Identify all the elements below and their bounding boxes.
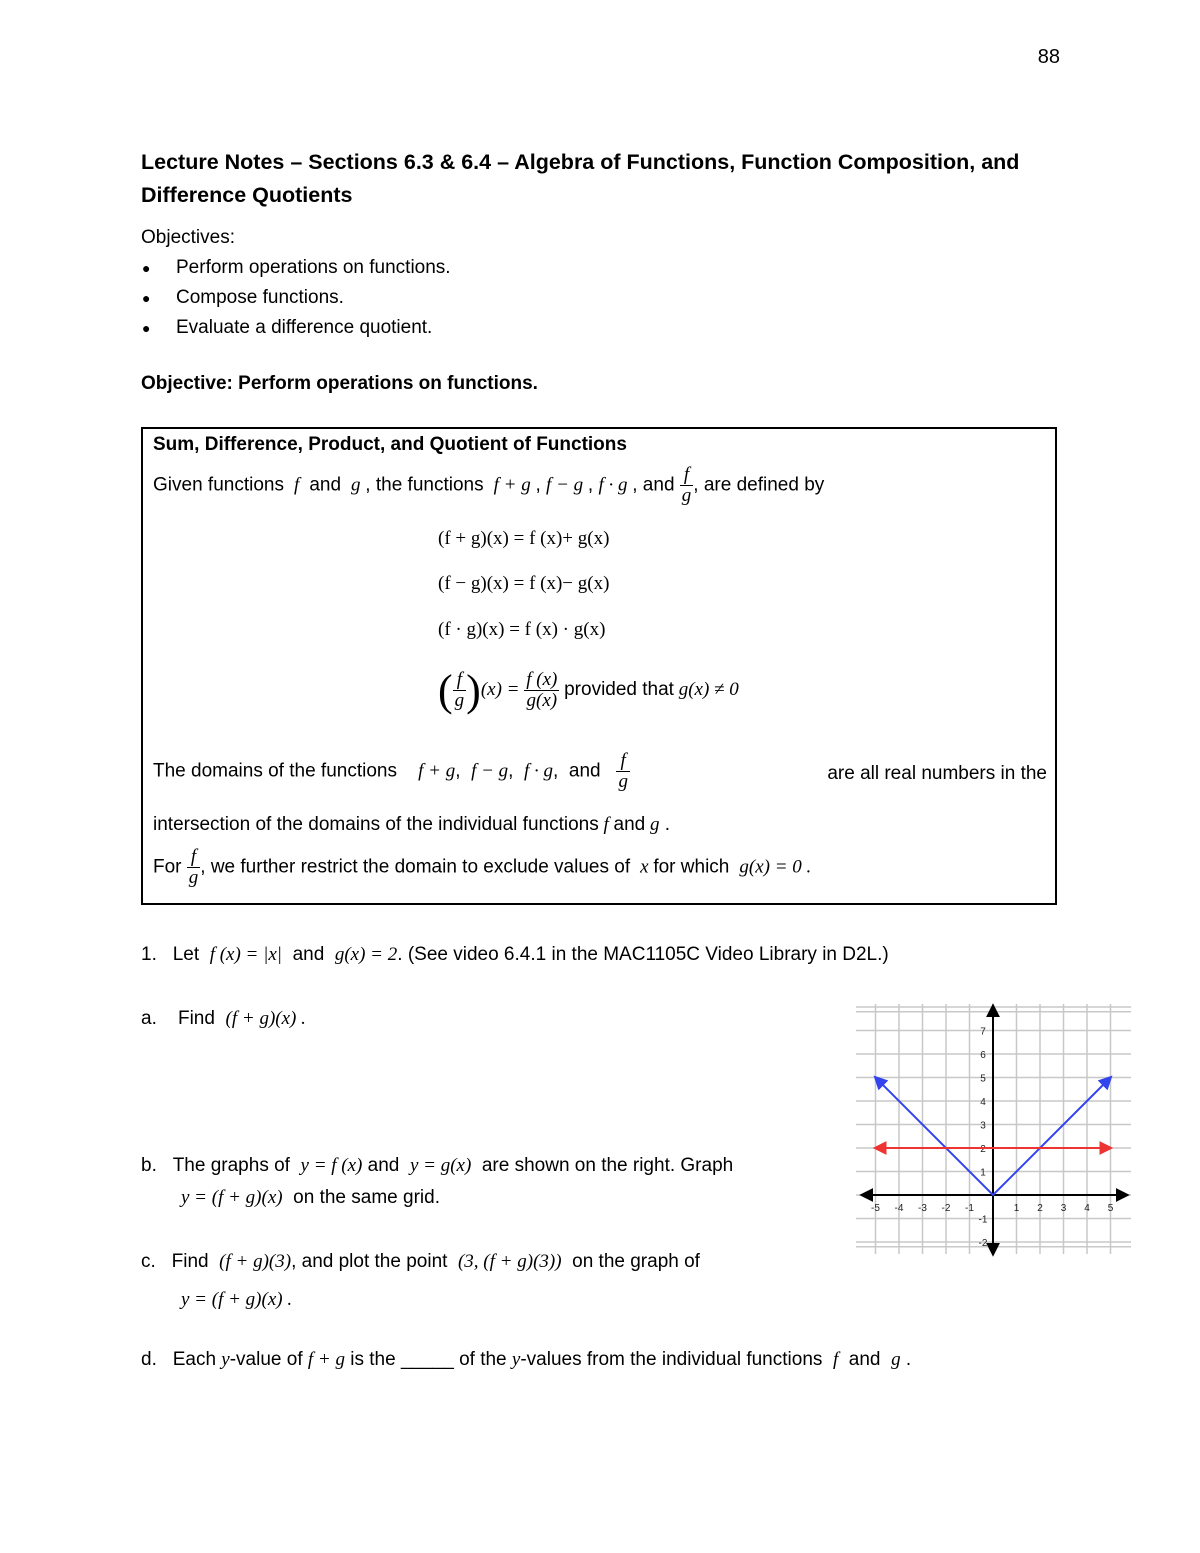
x-tick-label: 1 [1013,1203,1020,1214]
problem-1b: b. The graphs of y = f (x) and y = g(x) are shown on the right. Graph [141,1155,734,1176]
x-tick-label: -5 [871,1203,880,1214]
y-tick-label: 1 [980,1167,986,1179]
definition-box [141,427,1057,905]
y-tick-label: 3 [980,1120,986,1132]
problem-1b-cont: y = (f + g)(x) on the same grid. [181,1187,440,1208]
objectives-heading: Objectives: [141,227,235,248]
problem-1c-cont: y = (f + g)(x) . [181,1289,293,1310]
product-equation: (f · g)(x) = f (x) · g(x) [438,619,606,640]
domain-statement: The domains of the functions f + g, f − g, f · g, and $\frac{f}{g}$ are all real numbers in the [153,750,1047,792]
problem-1d: d. Each y-value of f + g is the _____ of the y-values from the individual functions f and g . [141,1349,912,1370]
function-graph [856,1000,1131,1258]
problem-1a: a. Find (f + g)(x) . [141,1008,306,1029]
x-tick-label: 2 [1037,1203,1043,1214]
objective-item: ● Perform operations on functions. [141,256,451,286]
x-tick-label: 4 [1084,1203,1090,1214]
y-tick-label: 7 [980,1026,986,1038]
problem-1-statement: 1. Let f (x) = |x| and g(x) = 2. (See video 6.4.1 in the MAC1105C Video Library in D2L.) [141,944,889,965]
x-tick-label: 3 [1060,1203,1067,1214]
y-tick-label: 2 [980,1144,986,1155]
difference-equation: (f − g)(x) = f (x)− g(x) [438,573,610,594]
y-tick-label: 6 [980,1050,986,1061]
domain-statement-2: intersection of the domains of the individual functions f and g . [153,814,671,835]
quotient-restriction: For $\frac{f}{g}$ , we further restrict the domain to exclude values of x for which g(x) = 0 . [153,846,812,888]
y-tick-label: 5 [980,1073,986,1085]
objective-item: ● Compose functions. [141,286,451,316]
page-number: 88 [1037,46,1060,68]
x-tick-label: -2 [941,1203,951,1214]
objective-1-heading: Objective: Perform operations on functions. [141,373,538,394]
objective-item: ● Evaluate a difference quotient. [141,316,451,346]
y-tick-label: 4 [980,1097,986,1108]
x-tick-label: -3 [918,1203,927,1214]
problem-1c: c. Find (f + g)(3), and plot the point (3, (f + g)(3)) on the graph of [141,1251,700,1272]
page-title: Lecture Notes – Sections 6.3 & 6.4 – Algebra of Functions, Function Composition, and Difference Quotients [141,150,1020,207]
definition-heading: Sum, Difference, Product, and Quotient of Functions [153,434,627,455]
objectives-list [141,256,451,346]
y-tick-label: -2 [978,1238,988,1249]
x-tick-label: 5 [1107,1203,1114,1214]
definition-intro: Given functions f and g , the functions f + g , f − g , f · g , and $\frac{f}{g}$ , are defined by [153,464,825,506]
quotient-equation: ( $\frac{f}{g}$ )(x) = $\frac{f (x)}{g(x)}$ provided that g(x) ≠ 0 [438,666,739,715]
x-tick-label: -4 [894,1203,904,1214]
f-over-g-fraction: $\frac{f}{g}$ [681,464,692,506]
y-tick-label: -1 [978,1214,988,1226]
sum-equation: (f + g)(x) = f (x)+ g(x) [438,528,610,549]
x-tick-label: -1 [965,1203,974,1214]
